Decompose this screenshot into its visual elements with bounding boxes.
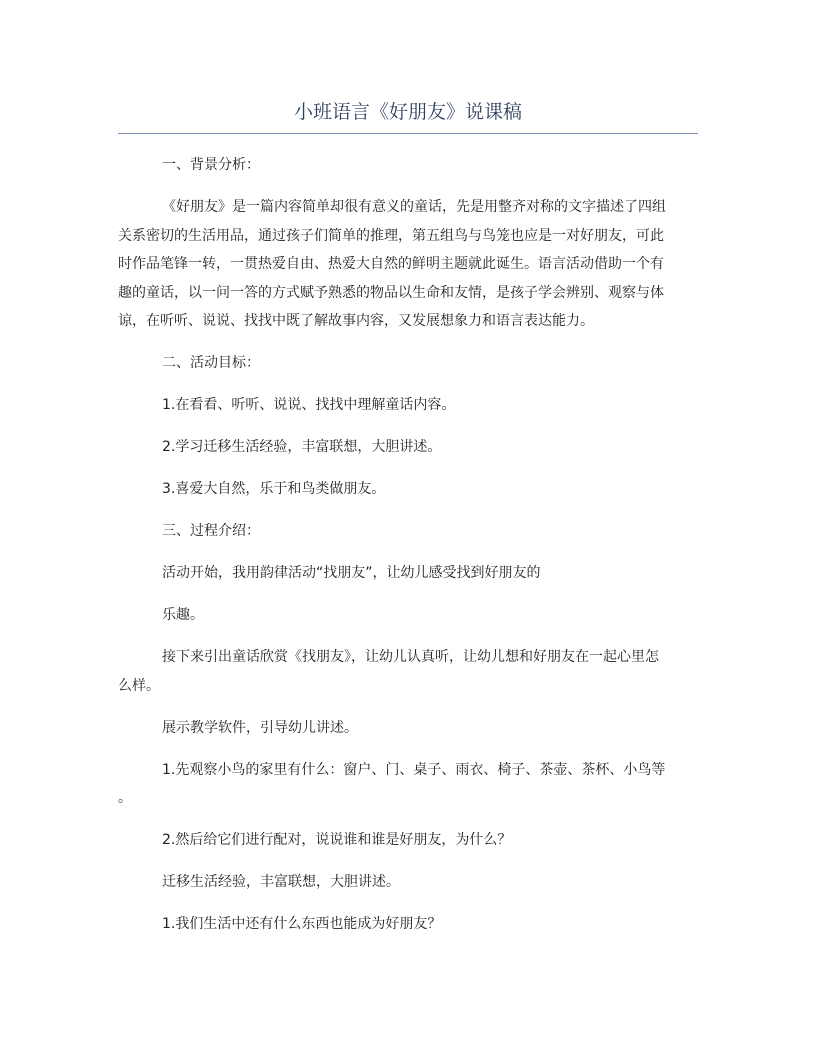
text-line: 接下来引出童话欣赏《找朋友》，让幼儿认真听，让幼儿想和好朋友在一起心里怎 xyxy=(162,649,659,665)
paragraph xyxy=(118,151,700,180)
text-line: 2.然后给它们进行配对，说说谁和谁是好朋友，为什么？ xyxy=(162,832,512,848)
text-line: 谅，在听听、说说、找找中既了解故事内容，又发展想象力和语言表达能力。 xyxy=(118,313,594,329)
paragraph xyxy=(118,391,700,420)
text-line: 活动开始，我用韵律活动“找朋友”，让幼儿感受找到好朋友的 xyxy=(162,565,541,581)
text-line: 《好朋友》是一篇内容简单却很有意义的童话，先是用整齐对称的文字描述了四组 xyxy=(162,199,666,215)
paragraph xyxy=(118,349,700,378)
paragraph xyxy=(118,193,700,336)
text-line: 时作品笔锋一转，一贯热爱自由、热爱大自然的鲜明主题就此诞生。语言活动借助一个有 xyxy=(118,256,664,272)
paragraph xyxy=(118,601,700,630)
text-line: 1.我们生活中还有什么东西也能成为好朋友？ xyxy=(162,916,442,932)
paragraph xyxy=(118,643,700,700)
text-line: 么样。 xyxy=(118,677,160,694)
document-body xyxy=(118,151,700,952)
title-divider xyxy=(118,133,698,134)
text-line: 关系密切的生活用品，通过孩子们简单的推理，第五组鸟与鸟笼也应是一对好朋友，可此 xyxy=(118,227,664,244)
text-line: 。 xyxy=(118,790,132,806)
text-line: 展示教学软件，引导幼儿讲述。 xyxy=(162,719,358,736)
paragraph xyxy=(118,433,700,462)
text-line: 趣的童话，以一问一答的方式赋予熟悉的物品以生命和友情，是孩子学会辨别、观察与体 xyxy=(118,284,664,301)
document-title: 小班语言《好朋友》说课稿 xyxy=(293,101,522,123)
text-line: 一、背景分析： xyxy=(162,157,260,173)
text-line: 2.学习迁移生活经验，丰富联想，大胆讲述。 xyxy=(162,439,442,455)
text-line: 迁移生活经验，丰富联想，大胆讲述。 xyxy=(162,874,400,890)
paragraph xyxy=(118,868,700,897)
paragraph xyxy=(118,714,700,743)
text-line: 二、活动目标： xyxy=(162,355,260,371)
paragraph xyxy=(118,475,700,504)
text-line: 3.喜爱大自然，乐于和鸟类做朋友。 xyxy=(162,481,386,497)
paragraph xyxy=(118,517,700,546)
text-line: 乐趣。 xyxy=(162,607,204,623)
paragraph xyxy=(118,826,700,855)
text-line: 1.在看看、听听、说说、找找中理解童话内容。 xyxy=(162,397,456,413)
paragraph xyxy=(118,559,700,588)
paragraph xyxy=(118,910,700,939)
text-line: 1.先观察小鸟的家里有什么：窗户、门、桌子、雨衣、椅子、茶壶、茶杯、小鸟等 xyxy=(162,761,666,778)
paragraph xyxy=(118,756,700,813)
text-line: 三、过程介绍： xyxy=(162,523,260,539)
